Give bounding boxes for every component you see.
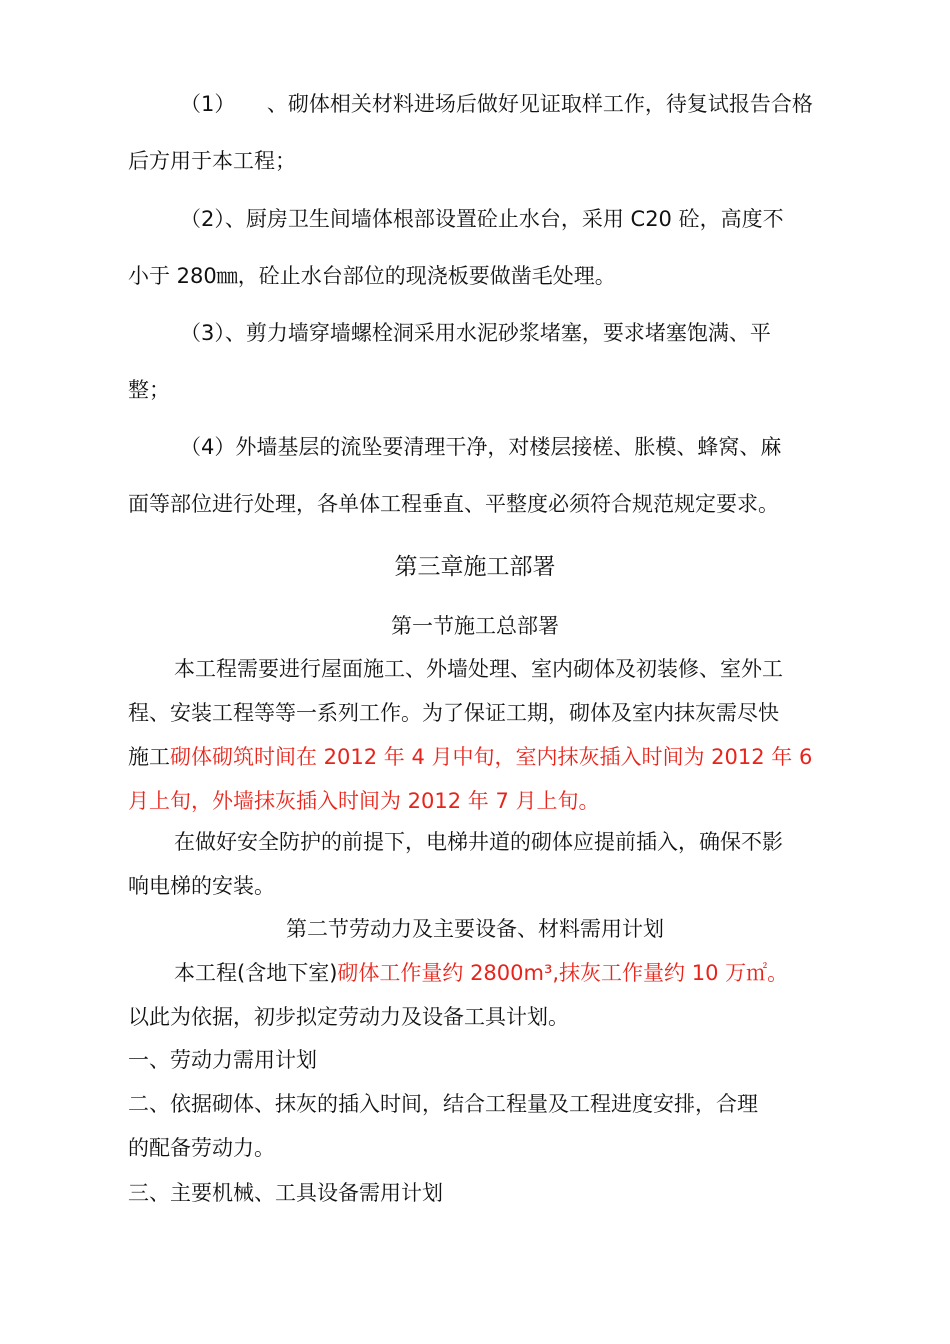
chapter-title: 第三章施工部署 [394, 554, 556, 580]
section-2-para-1-line-2: 以此为依据，初步拟定劳动力及设备工具计划。 [128, 1005, 569, 1029]
section-1-para-1-line-4: 月上旬，外墙抹灰插入时间为 2012 年 7 月上旬。 [128, 789, 600, 813]
section-2-para-1-line-1 [174, 958, 788, 988]
workload-highlight-text: 砌体工作量约 2800m³,抹灰工作量约 10 万㎡。 [337, 961, 789, 985]
item-1-line-2: 后方用于本工程； [128, 149, 296, 173]
section-2-text-black: 本工程(含地下室) [174, 961, 338, 985]
section-1-para-2-line-2: 响电梯的安装。 [128, 874, 275, 898]
schedule-highlight-text: 砌体砌筑时间在 2012 年 4 月中旬，室内抹灰插入时间为 2012 年 6 [170, 745, 813, 769]
list-heading-3: 三、主要机械、工具设备需用计划 [128, 1181, 443, 1205]
section-1-para-1-line-3 [128, 742, 812, 772]
list-heading-2-line-1: 二、依据砌体、抹灰的插入时间，结合工程量及工程进度安排，合理 [128, 1092, 758, 1116]
item-3-line-1: （3）、剪力墙穿墙螺栓洞采用水泥砂浆堵塞，要求堵塞饱满、平 [180, 321, 771, 345]
item-3-line-2: 整； [128, 378, 170, 402]
section-1-para-2-line-1: 在做好安全防护的前提下，电梯井道的砌体应提前插入，确保不影 [174, 830, 783, 854]
list-heading-2-line-2: 的配备劳动力。 [128, 1136, 275, 1160]
list-heading-1: 一、劳动力需用计划 [128, 1048, 317, 1072]
section-1-para-1-line-1: 本工程需要进行屋面施工、外墙处理、室内砌体及初装修、室外工 [174, 657, 783, 681]
section-1-text-black: 施工 [128, 745, 170, 769]
item-2-line-2: 小于 280㎜，砼止水台部位的现浇板要做凿毛处理。 [128, 264, 616, 288]
section-2-title: 第二节劳动力及主要设备、材料需用计划 [286, 917, 664, 941]
item-4-line-1: （4）外墙基层的流坠要清理干净，对楼层接槎、胀模、蜂窝、麻 [180, 435, 782, 459]
section-1-para-1-line-2: 程、安装工程等等一系列工作。为了保证工期，砌体及室内抹灰需尽快 [128, 701, 779, 725]
item-4-line-2: 面等部位进行处理，各单体工程垂直、平整度必须符合规范规定要求。 [128, 492, 779, 516]
section-1-title: 第一节施工总部署 [391, 614, 559, 638]
item-1-line-1: （1） 、砌体相关材料进场后做好见证取样工作，待复试报告合格 [180, 92, 813, 116]
item-2-line-1: （2）、厨房卫生间墙体根部设置砼止水台，采用 C20 砼，高度不 [180, 207, 784, 231]
